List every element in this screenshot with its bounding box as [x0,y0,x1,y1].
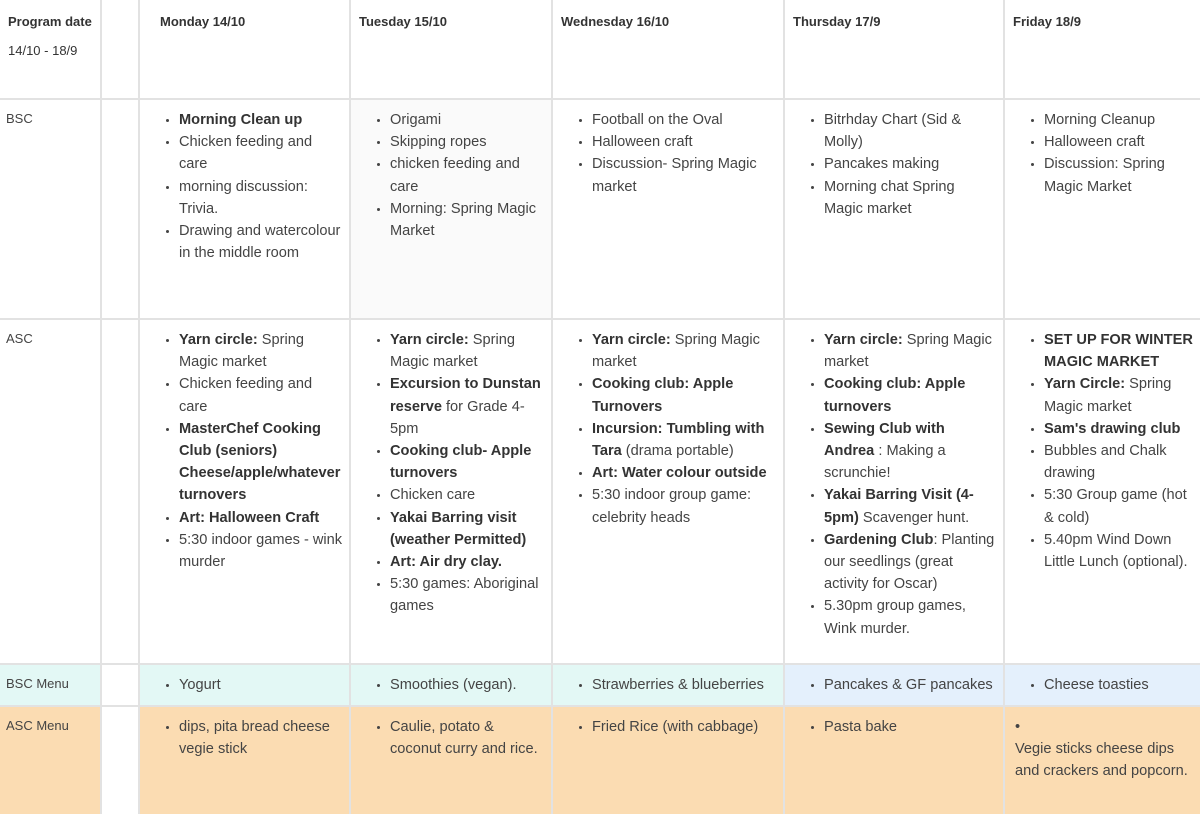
activity-bold-text: Art: Water colour outside [592,465,767,482]
activity-item [592,484,777,528]
activity-bold-text: Sewing Club with Andrea [824,420,945,460]
activity-item [390,153,545,197]
activity-text: Spring Magic market [390,332,515,371]
activity-bold-text: Morning Clean up [179,112,303,128]
program-date-header [0,0,102,100]
spacer-asc [102,320,140,665]
activity-item [179,176,343,220]
activity-item [179,329,343,373]
program-date-range: 14/10 - 18/9 [8,43,78,58]
activity-bold-text: Yarn circle: [592,332,671,348]
activity-item [1044,329,1194,373]
activity-text: Chicken feeding and care [179,134,313,173]
spacer-asc-menu [102,707,140,814]
spacer-bsc-menu [102,665,140,707]
menu-item: • Yogurt [179,674,343,696]
activity-item [390,109,545,131]
activity-text: Drawing and watercolour in the middle room [179,223,341,262]
activity-item [179,109,343,131]
activity-text: Spring Magic market [592,332,760,371]
activity-bold-text: MasterChef Cooking Club (seniors) Cheese/apple/whatever turnovers [179,420,341,504]
activity-item [824,329,997,373]
day-label: Thursday 17/9 [793,14,881,29]
activity-item [1044,153,1194,197]
activity-text: for Grade 4-5pm [390,398,525,437]
menu-item: • Smoothies (vegan). [390,674,545,696]
day-header-thu [785,0,1005,100]
asc-wed [553,320,785,665]
activity-item [390,573,545,617]
day-label: Monday 14/10 [160,14,246,29]
day-label: Wednesday 16/10 [561,14,670,29]
activity-item [1044,484,1194,528]
activity-text: Spring Magic market [824,332,992,371]
bsc-tue [351,100,553,320]
activity-text: Morning Cleanup [1044,112,1156,128]
activity-text: Spring Magic market [1044,376,1172,415]
menu-item: • Fried Rice (with cabbage) [592,716,777,738]
activity-bold-text: Cooking club- Apple turnovers [390,443,532,482]
activity-text: (drama portable) [621,443,734,460]
day-header-fri [1005,0,1200,100]
menu-item: • Pancakes & GF pancakes [824,674,997,696]
menu-item: • Caulie, potato & coconut curry and rice. [390,716,545,760]
menu-item: • Strawberries & blueberries [592,674,777,696]
activity-text: Chicken feeding and care [179,376,313,415]
activity-item [592,418,777,462]
activity-item [1044,529,1194,573]
spacer-header [102,0,140,100]
activity-text: Discussion- Spring Magic market [592,156,757,195]
menu-item: • dips, pita bread cheese vegie stick [179,716,343,760]
asc-menu-thu [785,707,1005,814]
activity-item [592,373,777,417]
activity-text: 5.30pm group games, Wink murder. [824,598,966,637]
row-label-bsc: BSC [0,100,102,320]
row-label-bsc-menu: BSC Menu [0,665,102,707]
activity-item [1044,440,1194,484]
activity-item [824,418,997,485]
program-date-label: Program date [8,14,92,29]
asc-menu-mon [140,707,351,814]
activity-text: Origami [390,112,442,128]
bsc-menu-wed [553,665,785,707]
menu-item-empty-bullet: • [1015,719,1021,735]
activity-item [179,529,343,573]
activity-item [824,484,997,528]
activity-text: Spring Magic market [179,332,304,371]
activity-text: morning discussion: Trivia. [179,178,308,217]
bsc-thu [785,100,1005,320]
activity-item [179,373,343,417]
day-header-mon [140,0,351,100]
activity-text: chicken feeding and care [390,156,520,195]
asc-thu [785,320,1005,665]
activity-text: 5:30 indoor group game: celebrity heads [592,487,752,526]
day-label: Friday 18/9 [1013,14,1081,29]
activity-bold-text: Yarn circle: [390,332,469,348]
bsc-wed [553,100,785,320]
activity-item [592,153,777,197]
activity-text: 5.40pm Wind Down Little Lunch (optional). [1044,531,1188,571]
activity-bold-text: Yakai Barring Visit (4-5pm) [824,487,974,526]
activity-text: Football on the Oval [592,112,723,128]
activity-bold-text: Incursion: Tumbling with Tara [592,420,765,460]
activity-bold-text: Yarn Circle: [1044,376,1126,393]
asc-menu-tue [351,707,553,814]
activity-text: : Planting our seedlings (great activity for Oscar) [824,531,995,593]
activity-text: Morning chat Spring Magic market [824,178,955,217]
activity-bold-text: Yarn circle: [179,332,258,348]
activity-text: Bitrhday Chart (Sid & Molly) [824,112,962,151]
activity-item [179,220,343,264]
activity-bold-text: Yarn circle: [824,332,903,348]
activity-text: Halloween craft [592,134,693,151]
activity-item [824,373,997,417]
activity-text: Halloween craft [1044,134,1145,151]
activity-text: 5:30 Group game (hot & cold) [1044,487,1187,526]
spacer-bsc [102,100,140,320]
activity-item [824,529,997,596]
bsc-menu-tue [351,665,553,707]
activity-item [179,507,343,529]
activity-item [1044,131,1194,153]
asc-fri [1005,320,1200,665]
activity-text: Discussion: Spring Magic Market [1044,156,1165,195]
activity-text: Chicken care [390,487,476,504]
activity-text: Scavenger hunt. [858,509,970,526]
activity-item [592,109,777,131]
row-label-asc: ASC [0,320,102,665]
asc-menu-fri [1005,707,1200,814]
activity-item [390,507,545,551]
activity-item [824,109,997,153]
activity-item [390,551,545,573]
day-header-wed [553,0,785,100]
activity-item [390,329,545,373]
day-header-tue [351,0,553,100]
activity-item [390,484,545,506]
activity-item [179,131,343,175]
activity-bold-text: Yakai Barring visit (weather Permitted) [390,509,527,548]
asc-tue [351,320,553,665]
menu-item: • Pasta bake [824,716,997,738]
activity-text: Skipping ropes [390,134,487,151]
activity-item [824,176,997,220]
activity-bold-text: Gardening Club [824,531,934,548]
asc-menu-wed [553,707,785,814]
activity-item [824,153,997,175]
activity-item [1044,418,1194,440]
activity-item [1044,109,1194,131]
day-label: Tuesday 15/10 [359,14,447,29]
bsc-menu-fri [1005,665,1200,707]
activity-text: 5:30 indoor games - wink murder [179,531,343,571]
asc-mon [140,320,351,665]
activity-bold-text: Cooking club: Apple Turnovers [592,376,734,415]
bsc-menu-mon [140,665,351,707]
activity-item [1044,373,1194,417]
activity-text: 5:30 games: Aboriginal games [390,576,539,615]
bsc-menu-thu [785,665,1005,707]
activity-bold-text: Cooking club: Apple turnovers [824,376,966,415]
row-label-asc-menu: ASC Menu [0,707,102,814]
activity-bold-text: Art: Air dry clay. [390,554,502,571]
activity-item [179,418,343,507]
activity-text: Pancakes making [824,156,940,173]
activity-item [390,440,545,484]
activity-bold-text: Excursion to Dunstan reserve [390,376,541,415]
activity-item [390,131,545,153]
menu-item: • Cheese toasties [1044,674,1194,696]
activity-text: Bubbles and Chalk drawing [1044,443,1167,482]
activity-bold-text: Art: Halloween Craft [179,509,320,526]
activity-bold-text: Sam's drawing club [1044,420,1181,437]
activity-item [592,462,777,484]
bsc-fri [1005,100,1200,320]
activity-text: Morning: Spring Magic Market [390,200,537,240]
activity-item [592,131,777,153]
menu-item: Vegie sticks cheese dips and crackers and popcorn. [1015,741,1188,780]
bsc-mon [140,100,351,320]
activity-bold-text: SET UP FOR WINTER MAGIC MARKET [1044,332,1193,371]
activity-item [390,373,545,440]
activity-item [390,198,545,242]
activity-item [824,595,997,639]
activity-item [592,329,777,373]
activity-text: : Making a scrunchie! [824,443,946,482]
